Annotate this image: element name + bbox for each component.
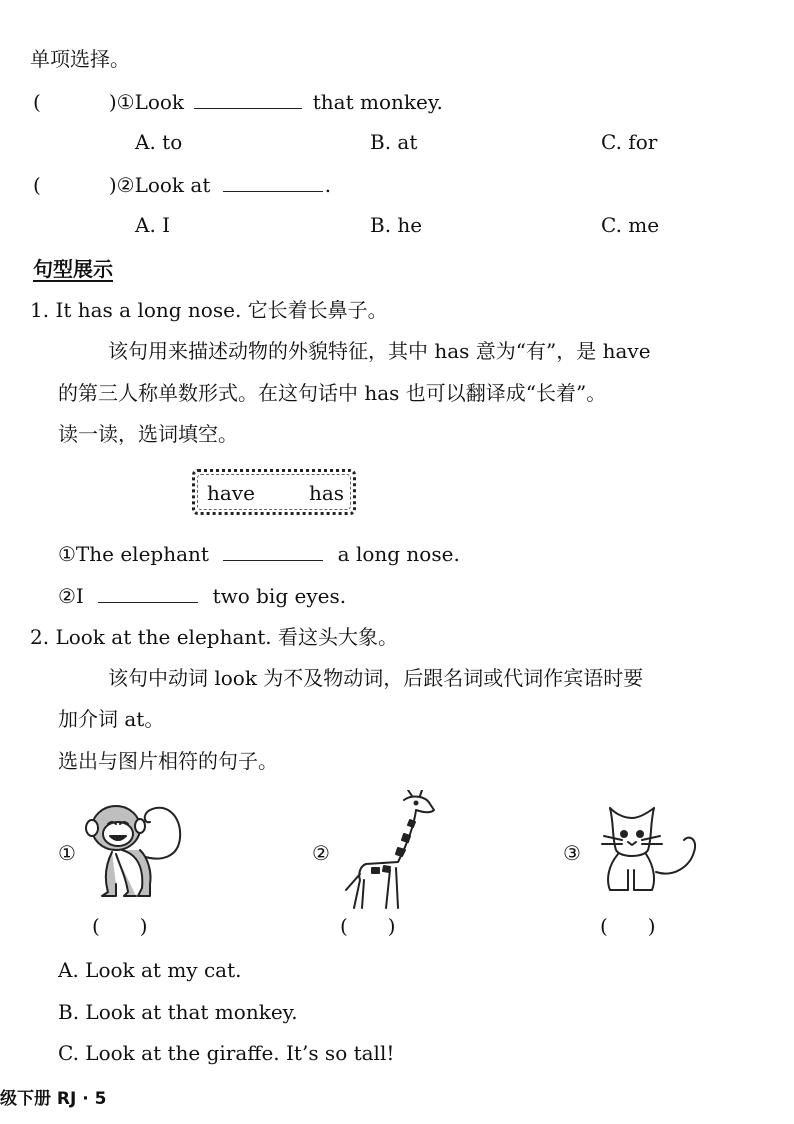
picture-2-number: ② — [312, 841, 330, 865]
question-text-pre: Look at — [134, 173, 211, 197]
point-2-instruction: 选出与图片相符的句子。 — [58, 749, 278, 773]
option-c: C. Look at the giraffe. It’s so tall! — [58, 1041, 395, 1065]
fill-question-1 — [58, 540, 460, 567]
question-text-post: . — [324, 173, 332, 197]
cat-icon — [594, 798, 704, 898]
option-a[interactable]: A. I — [135, 213, 171, 237]
option-a[interactable]: A. to — [135, 130, 183, 154]
answer-paren-3[interactable]: ( ) — [600, 914, 656, 938]
picture-3-number: ③ — [563, 841, 581, 865]
point-1-explain-line2: 的第三人称单数形式。在这句话中 has 也可以翻译成“长着”。 — [58, 381, 607, 405]
fill-text-pre: ①The elephant — [58, 542, 209, 566]
fill-blank[interactable] — [223, 540, 323, 561]
question-number: ① — [116, 90, 135, 114]
point-1-explain-line1: 该句用来描述动物的外貌特征，其中 has 意为“有”，是 have — [108, 339, 651, 363]
answer-paren-open: ( — [33, 173, 41, 197]
answer-paren-close: ) — [108, 173, 117, 197]
section-title: 单项选择。 — [30, 47, 130, 71]
fill-text-pre: ②I — [58, 584, 84, 608]
point-1-instruction: 读一读，选词填空。 — [58, 422, 238, 446]
point-2-title: 2. Look at the elephant. 看这头大象。 — [30, 625, 399, 649]
answer-paren-1[interactable]: ( ) — [92, 914, 148, 938]
point-2-explain-line1: 该句中动词 look 为不及物动词，后跟名词或代词作宾语时要 — [108, 666, 644, 690]
fill-blank[interactable] — [194, 88, 302, 109]
fill-text-post: two big eyes. — [212, 584, 347, 608]
monkey-icon — [82, 792, 192, 904]
question-2 — [33, 171, 331, 198]
answer-paren-2[interactable]: ( ) — [340, 914, 396, 938]
fill-text-post: a long nose. — [337, 542, 460, 566]
option-c[interactable]: C. for — [601, 130, 658, 154]
option-a: A. Look at my cat. — [58, 958, 242, 982]
section-heading: 句型展示 — [33, 257, 113, 281]
giraffe-icon — [338, 790, 438, 910]
answer-paren-close: ) — [108, 90, 117, 114]
word-have[interactable]: have — [207, 481, 255, 505]
fill-blank[interactable] — [98, 582, 198, 603]
page-footer: 级下册 RJ · 5 — [0, 1089, 107, 1109]
question-text-post: that monkey. — [312, 90, 443, 114]
answer-paren-open: ( — [33, 90, 41, 114]
option-b[interactable]: B. he — [370, 213, 423, 237]
point-2-explain-line2: 加介词 at。 — [58, 707, 165, 731]
question-text-pre: Look — [134, 90, 185, 114]
option-b: B. Look at that monkey. — [58, 1000, 298, 1024]
fill-blank[interactable] — [223, 171, 323, 192]
option-c[interactable]: C. me — [601, 213, 660, 237]
word-has[interactable]: has — [309, 481, 345, 505]
fill-question-2 — [58, 582, 346, 609]
word-box — [192, 469, 356, 515]
picture-1-number: ① — [58, 841, 76, 865]
option-b[interactable]: B. at — [370, 130, 418, 154]
question-1 — [33, 88, 443, 115]
question-number: ② — [116, 173, 135, 197]
point-1-title: 1. It has a long nose. 它长着长鼻子。 — [30, 298, 388, 322]
